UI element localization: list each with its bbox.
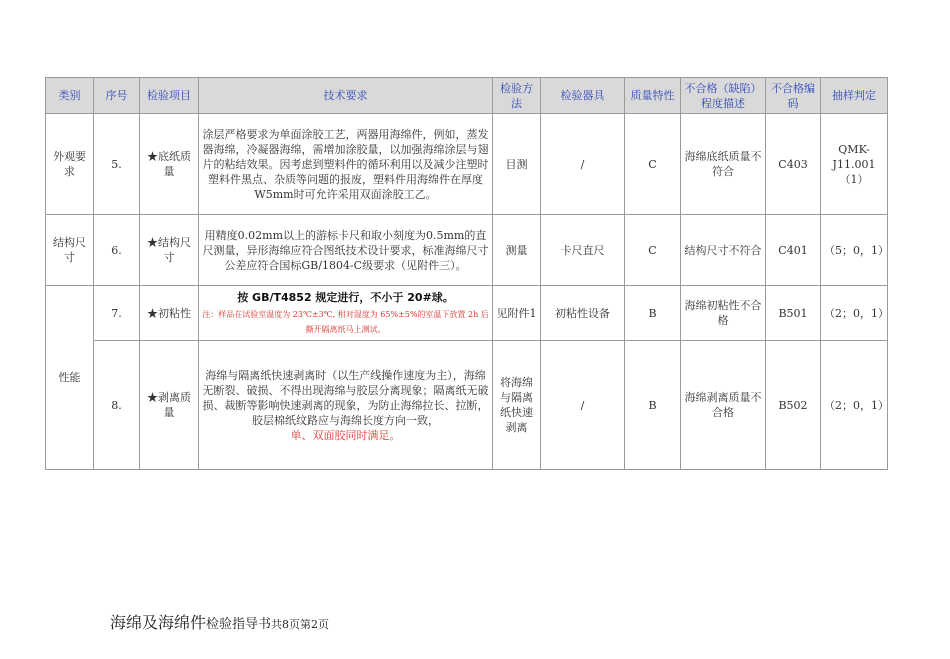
item-cell: ★初粘性: [140, 286, 199, 341]
requirement-cell: 用精度0.02mm以上的游标卡尺和取小刻度为0.5mm的直尺测量，异形海绵应符合图纸技术设计要求，标准海绵尺寸公差应符合国标GB/1804-C级要求（见附件三）。: [199, 215, 493, 286]
method-cell: 目测: [493, 114, 541, 215]
table-row: [46, 215, 888, 286]
method-cell: 测量: [493, 215, 541, 286]
number-cell: 8.: [94, 341, 140, 470]
defect-cell: 结构尺寸不符合: [681, 215, 766, 286]
header-quality: 质量特性: [625, 78, 681, 114]
requirement-text: 海绵与隔离纸快速剥离时（以生产线操作速度为主），海绵无断裂、破损、不得出现海绵与胶层分离现象；隔离纸无破损、裁断等影响快速剥离的现象，为防止海绵拉长、拉断，胶层棉纸纹路应与海绵长度方向一致，: [202, 368, 489, 427]
method-cell: 见附件1: [493, 286, 541, 341]
defect-cell: 海绵底纸质量不符合: [681, 114, 766, 215]
defect-cell: 海绵初粘性不合格: [681, 286, 766, 341]
header-no: 序号: [94, 78, 140, 114]
quality-cell: C: [625, 114, 681, 215]
item-cell: ★底纸质量: [140, 114, 199, 215]
header-defect: 不合格（缺陷）程度描述: [681, 78, 766, 114]
requirement-cell: [199, 341, 493, 470]
code-cell: B502: [766, 341, 821, 470]
table-header-row: [46, 78, 888, 114]
quality-cell: B: [625, 286, 681, 341]
quality-cell: B: [625, 341, 681, 470]
requirement-cell: [199, 286, 493, 341]
requirement-highlight: 单、双面胶同时满足。: [290, 428, 401, 442]
header-item: 检验项目: [140, 78, 199, 114]
requirement-note: 注：样品在试验室温度为 23℃±3℃, 相对湿度为 65%±5%的室温下放置 2h 后撕开隔离纸马上测试。: [202, 309, 489, 334]
category-cell: 性能: [46, 286, 94, 470]
tool-cell: /: [541, 114, 625, 215]
judge-cell: （2；0，1）: [821, 286, 888, 341]
code-cell: B501: [766, 286, 821, 341]
number-cell: 5.: [94, 114, 140, 215]
code-cell: C403: [766, 114, 821, 215]
judge-cell: （5；0，1）: [821, 215, 888, 286]
code-cell: C401: [766, 215, 821, 286]
judge-cell: （2；0，1）: [821, 341, 888, 470]
footer-doc: 检验指导书: [206, 617, 272, 632]
category-cell: 结构尺寸: [46, 215, 94, 286]
page-footer: [110, 610, 329, 633]
table-row: [46, 341, 888, 470]
number-cell: 7.: [94, 286, 140, 341]
header-code: 不合格编码: [766, 78, 821, 114]
tool-cell: 卡尺直尺: [541, 215, 625, 286]
header-method: 检验方法: [493, 78, 541, 114]
requirement-cell: 涂层严格要求为单面涂胶工艺，两器用海绵件，例如，蒸发器海绵，冷凝器海绵，需增加涂胶量，以加强海绵涂层与翅片的粘结效果。因考虑到塑料件的循环利用以及减少注塑时塑料件黑点、杂质等问题的报废，塑料件用海绵件在厚度W5mm时可允许采用双面涂胶工乙。: [199, 114, 493, 215]
inspection-table: [45, 77, 888, 470]
judge-cell: QMK-J11.001（1）: [821, 114, 888, 215]
tool-cell: /: [541, 341, 625, 470]
header-tool: 检验器具: [541, 78, 625, 114]
quality-cell: C: [625, 215, 681, 286]
header-category: 类别: [46, 78, 94, 114]
tool-cell: 初粘性设备: [541, 286, 625, 341]
defect-cell: 海绵剥离质量不合格: [681, 341, 766, 470]
header-requirement: 技术要求: [199, 78, 493, 114]
footer-pages: 共8页第2页: [271, 618, 330, 631]
requirement-text: 按 GB/T4852 规定进行，不小于 20#球。: [237, 290, 454, 304]
footer-title: 海绵及海绵件: [110, 613, 207, 632]
item-cell: ★剥离质量: [140, 341, 199, 470]
method-cell: 将海绵与隔离纸快速剥离: [493, 341, 541, 470]
table-row: [46, 114, 888, 215]
item-cell: ★结构尺寸: [140, 215, 199, 286]
category-cell: 外观要求: [46, 114, 94, 215]
header-judge: 抽样判定: [821, 78, 888, 114]
number-cell: 6.: [94, 215, 140, 286]
table-row: [46, 286, 888, 341]
